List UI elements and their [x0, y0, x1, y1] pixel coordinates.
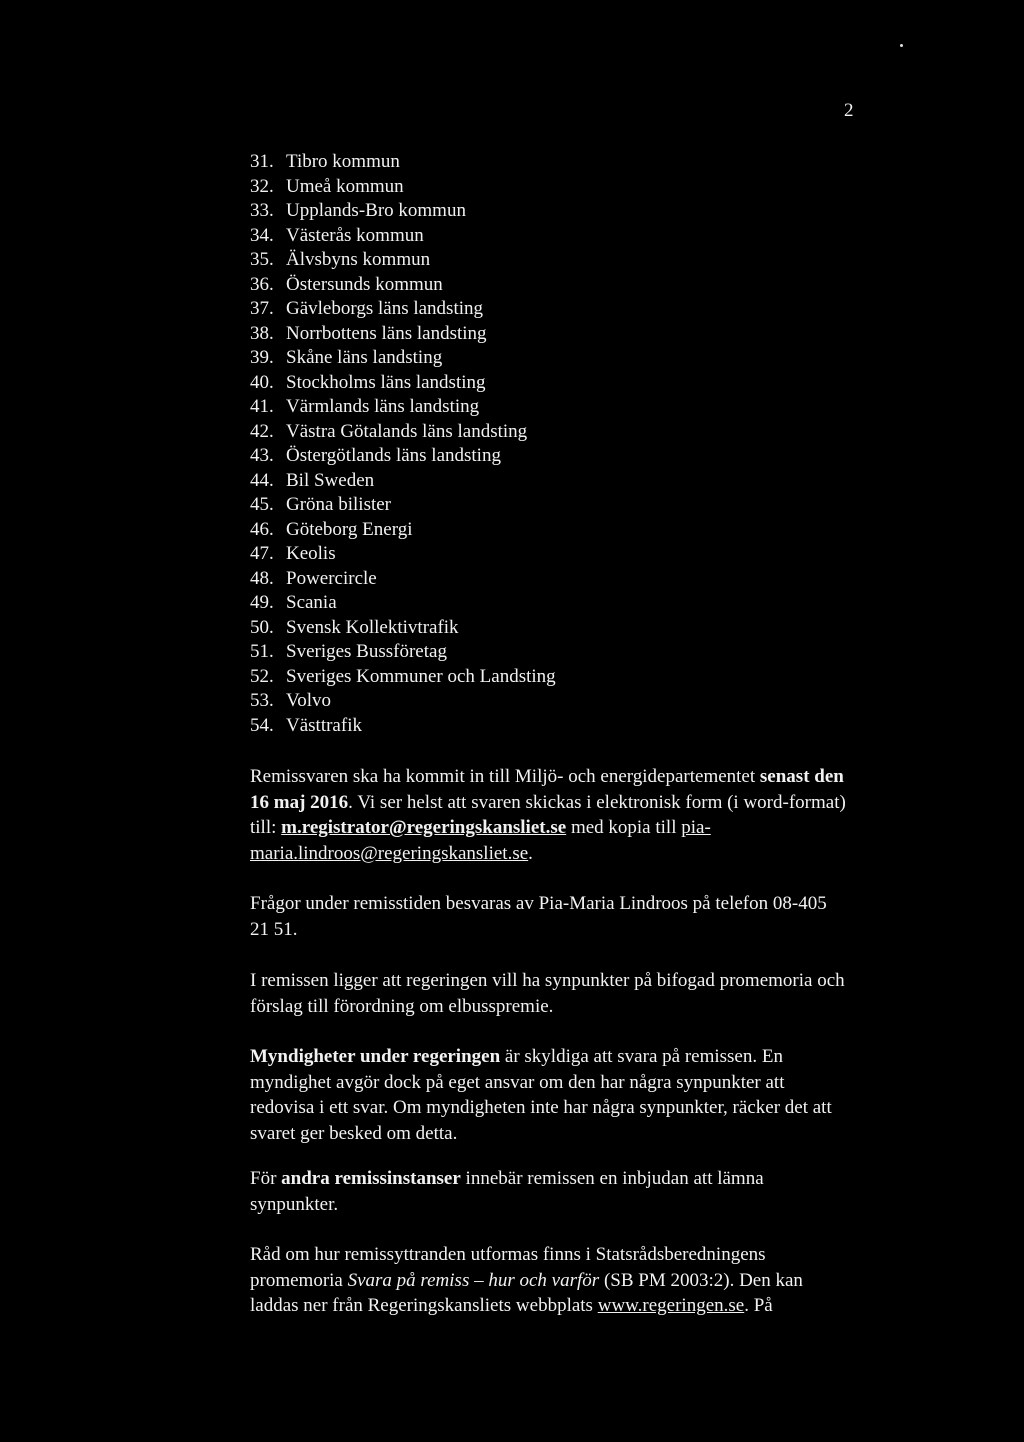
list-item	[250, 175, 556, 200]
list-item-text: Bil Sweden	[286, 469, 375, 491]
list-item-number: 33.	[250, 200, 274, 221]
list-item-text: Tibro kommun	[286, 151, 400, 172]
list-item	[250, 591, 556, 616]
list-item-number: 37.	[250, 298, 274, 319]
authorities-term: Myndigheter under regeringen	[250, 1046, 501, 1067]
list-item-text: Östersunds kommun	[286, 273, 443, 295]
paragraph-other-instances: För andra remissinstanser innebär remissen en inbjudan att lämna synpunkter.	[250, 1168, 764, 1215]
list-item-text: Skåne läns landsting	[286, 347, 443, 368]
list-item-number: 42.	[250, 420, 274, 442]
list-item-number: 48.	[250, 567, 274, 589]
list-item-text: Gävleborgs läns landsting	[286, 298, 484, 319]
list-item-text: Svensk Kollektivtrafik	[286, 616, 459, 638]
list-item-number: 45.	[250, 494, 274, 515]
list-item-text: Keolis	[286, 543, 336, 564]
list-item-text: Volvo	[286, 690, 332, 711]
list-item-number: 53.	[250, 690, 274, 711]
list-item	[250, 297, 556, 322]
list-item	[250, 518, 556, 543]
list-item-text: Stockholms läns landsting	[286, 371, 486, 393]
list-item	[250, 371, 556, 396]
list-item-text: Sveriges Kommuner och Landsting	[286, 665, 556, 687]
paragraph-authorities: Myndigheter under regeringen är skyldiga att svara på remissen. En myndighet avgör dock på eget ansvar om den har några synpunkter att redovisa i ett svar. Om myndigheten inte har några synpunkter, räcker det att svaret ger besked om detta.	[250, 1046, 832, 1144]
list-item	[250, 322, 556, 347]
list-item-number: 46.	[250, 518, 274, 540]
list-item-number: 34.	[250, 224, 274, 246]
list-item	[250, 444, 556, 469]
list-item	[250, 150, 556, 175]
list-item-text: Gröna bilister	[286, 494, 392, 515]
list-item-number: 49.	[250, 592, 274, 613]
list-item	[250, 224, 556, 249]
list-item-text: Västtrafik	[286, 714, 362, 736]
list-item	[250, 395, 556, 420]
list-item-text: Powercircle	[286, 567, 377, 589]
other-instances-term: andra remissinstanser	[281, 1168, 461, 1189]
list-item-number: 51.	[250, 641, 274, 662]
list-item-text: Scania	[286, 592, 337, 613]
list-item-number: 50.	[250, 616, 274, 638]
list-item	[250, 640, 556, 665]
list-item	[250, 199, 556, 224]
list-item	[250, 469, 556, 494]
list-item-text: Sveriges Bussföretag	[286, 641, 447, 662]
list-item	[250, 248, 556, 273]
list-item-number: 32.	[250, 175, 274, 197]
paragraph-advice: Råd om hur remissyttranden utformas finns i Statsrådsberedningens promemoria Svara på remiss – hur och varför (SB PM 2003:2). Den kan laddas ner från Regeringskansliets webbplats www.regeringen.se. På	[250, 1244, 803, 1316]
list-item-number: 31.	[250, 151, 274, 172]
list-item-text: Västra Götalands läns landsting	[286, 420, 528, 442]
list-item-text: Upplands-Bro kommun	[286, 200, 466, 221]
paragraph-remiss-content: I remissen ligger att regeringen vill ha synpunkter på bifogad promemoria och förslag till förordning om elbusspremie.	[250, 970, 845, 1017]
list-item-text: Göteborg Energi	[286, 518, 413, 540]
list-item-text: Östergötlands läns landsting	[286, 445, 501, 466]
list-item-number: 35.	[250, 249, 274, 270]
list-item-number: 41.	[250, 396, 274, 417]
list-item-text: Västerås kommun	[286, 224, 424, 246]
list-item-text: Umeå kommun	[286, 175, 404, 197]
paragraph-deadline: Remissvaren ska ha kommit in till Miljö- och energidepartementet senast den 16 maj 2016. Vi ser helst att svaren skickas i elektronisk form (i word-format) till: m.registrator@regeringskansliet.se med kopia till pia-maria.lindroos@regeringskansliet.se.	[250, 766, 846, 864]
list-item	[250, 567, 556, 592]
list-item-number: 39.	[250, 347, 274, 368]
pm-title: Svara på remiss – hur och varför	[347, 1269, 600, 1291]
list-item	[250, 714, 556, 739]
list-item-number: 47.	[250, 543, 274, 564]
page-number: 2	[844, 100, 854, 121]
list-item	[250, 689, 556, 714]
contact-email-link[interactable]: pia-maria.lindroos@regeringskansliet.se	[250, 817, 711, 864]
registrator-email-link[interactable]: m.registrator@regeringskansliet.se	[281, 817, 567, 838]
list-item-number: 44.	[250, 469, 274, 491]
website-link[interactable]: www.regeringen.se	[597, 1295, 745, 1316]
list-item-text: Älvsbyns kommun	[286, 249, 431, 270]
list-item	[250, 542, 556, 567]
deadline-text: senast den 16 maj 2016	[250, 766, 844, 813]
list-item	[250, 273, 556, 298]
list-item-number: 54.	[250, 714, 274, 736]
list-item-number: 52.	[250, 665, 274, 687]
list-item-number: 43.	[250, 445, 274, 466]
scan-dot	[900, 44, 903, 47]
list-item	[250, 493, 556, 518]
remiss-list	[250, 150, 556, 738]
list-item	[250, 665, 556, 690]
list-item-number: 40.	[250, 371, 274, 393]
list-item-number: 38.	[250, 322, 274, 344]
paragraph-questions: Frågor under remisstiden besvaras av Pia-Maria Lindroos på telefon 08-405 21 51.	[250, 893, 827, 940]
list-item	[250, 616, 556, 641]
list-item	[250, 346, 556, 371]
list-item-text: Värmlands läns landsting	[286, 396, 480, 417]
list-item	[250, 420, 556, 445]
list-item-text: Norrbottens läns landsting	[286, 322, 487, 344]
list-item-number: 36.	[250, 273, 274, 295]
